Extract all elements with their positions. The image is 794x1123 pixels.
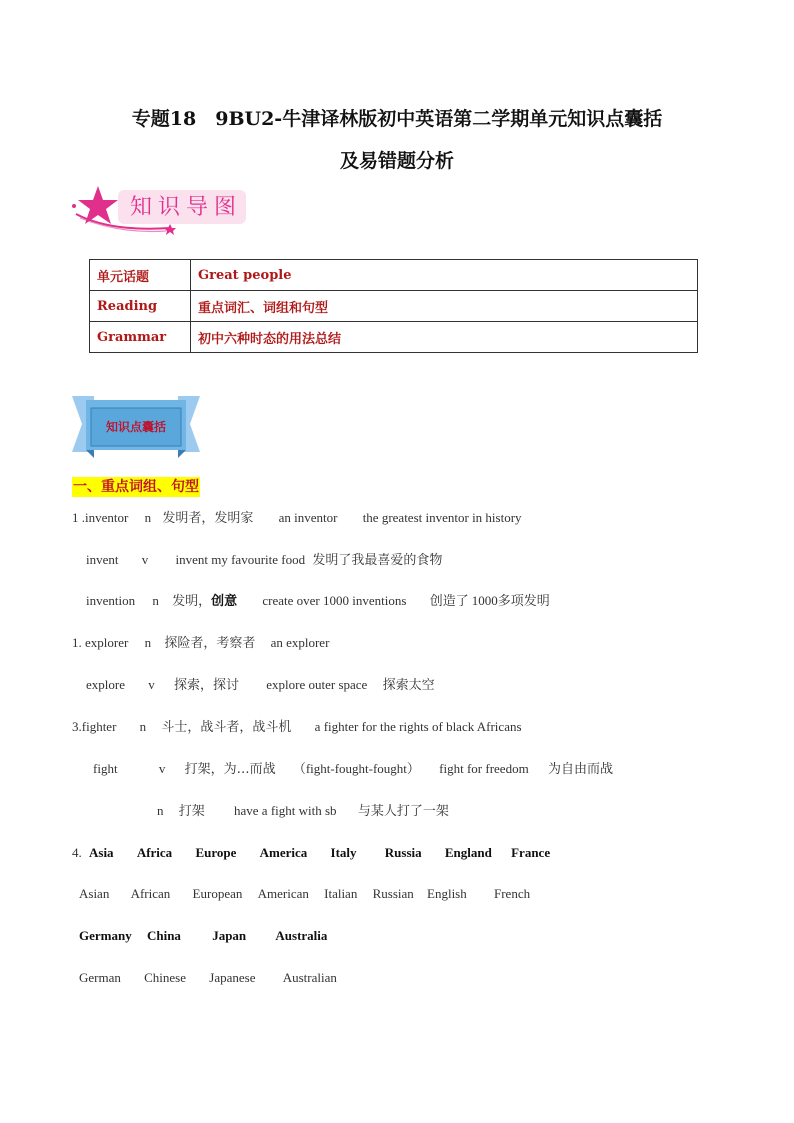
row-label: Reading bbox=[90, 291, 191, 322]
section-heading: 一、重点词组、句型 bbox=[73, 479, 199, 495]
nationality-word: European bbox=[192, 886, 243, 901]
word: 1. explorer bbox=[72, 635, 129, 650]
country-name: Italy bbox=[330, 845, 357, 860]
country-name: Europe bbox=[195, 845, 237, 860]
table-row bbox=[90, 291, 698, 322]
document-title-line2: 及易错题分析 bbox=[339, 150, 454, 172]
row-value: Great people bbox=[191, 260, 698, 291]
list-item bbox=[72, 634, 329, 653]
part-of-speech: v bbox=[158, 761, 166, 776]
meaning-bold: 创意 bbox=[211, 594, 238, 609]
list-item bbox=[79, 969, 337, 987]
list-item bbox=[86, 592, 550, 611]
list-item bbox=[79, 885, 530, 903]
word: fight bbox=[93, 761, 118, 776]
phrase: （fight-fought-fought） bbox=[292, 761, 420, 776]
list-item bbox=[72, 844, 550, 862]
meaning: 创造了 bbox=[429, 594, 469, 609]
part-of-speech: v bbox=[141, 552, 149, 567]
meaning: 打架 bbox=[178, 804, 205, 819]
unit-topics-table bbox=[89, 259, 698, 353]
table-row bbox=[90, 322, 698, 353]
meaning: 探索太空 bbox=[382, 678, 435, 693]
meaning: 与某人打了一架 bbox=[357, 804, 449, 819]
list-item bbox=[157, 802, 449, 821]
nationality-word: Australian bbox=[282, 970, 337, 985]
list-item bbox=[79, 927, 327, 945]
meaning: 探索，探讨 bbox=[173, 678, 239, 693]
list-item bbox=[86, 676, 435, 695]
country-name: France bbox=[511, 845, 551, 860]
country-name: China bbox=[146, 928, 181, 943]
nationality-word: Chinese bbox=[144, 970, 187, 985]
country-name: America bbox=[259, 845, 308, 860]
knowledge-map-banner bbox=[70, 184, 250, 236]
nationality-word: Japanese bbox=[209, 970, 256, 985]
meaning: 探险者，考察者 bbox=[164, 636, 256, 651]
nationality-word: English bbox=[427, 886, 467, 901]
country-name: Asia bbox=[89, 845, 114, 860]
country-name: Japan bbox=[212, 928, 247, 943]
part-of-speech: n bbox=[139, 719, 147, 734]
list-item bbox=[72, 509, 522, 528]
country-name: England bbox=[444, 845, 492, 860]
list-item bbox=[86, 551, 442, 570]
meaning: 斗士，战斗者，战斗机 bbox=[161, 720, 292, 735]
nationality-word: Italian bbox=[324, 886, 358, 901]
word: invention bbox=[86, 593, 136, 608]
phrase: fight for freedom bbox=[439, 761, 529, 776]
nationality-word: Russian bbox=[372, 886, 414, 901]
list-item bbox=[93, 760, 613, 779]
country-name: Australia bbox=[275, 928, 328, 943]
document-title-line1: 专题18 9BU2-牛津译林版初中英语第二学期单元知识点囊括 bbox=[131, 108, 663, 130]
country-name: Africa bbox=[136, 845, 173, 860]
phrase: explore outer space bbox=[266, 677, 368, 692]
word: explore bbox=[86, 677, 125, 692]
meaning: 为自由而战 bbox=[547, 762, 613, 777]
nationality-word: African bbox=[130, 886, 171, 901]
row-label: Grammar bbox=[90, 322, 191, 353]
nationality-word: German bbox=[79, 970, 121, 985]
item-number: 4. bbox=[72, 845, 82, 860]
ribbon-label: 知识点囊括 bbox=[105, 420, 166, 434]
phrase: an explorer bbox=[270, 635, 330, 650]
word: invent bbox=[86, 552, 119, 567]
part-of-speech: n bbox=[144, 635, 152, 650]
meaning: 发明了我最喜爱的食物 bbox=[312, 553, 443, 568]
banner-label: 知识导图 bbox=[129, 195, 242, 220]
phrase: have a fight with sb bbox=[234, 803, 337, 818]
row-value: 重点词汇、词组和句型 bbox=[191, 291, 698, 322]
row-value: 初中六种时态的用法总结 bbox=[191, 322, 698, 353]
meaning: 发明， bbox=[172, 594, 212, 609]
country-name: Germany bbox=[79, 928, 132, 943]
part-of-speech: n bbox=[144, 510, 152, 525]
nationality-word: Asian bbox=[79, 886, 110, 901]
phrase: create over 1000 inventions bbox=[262, 593, 407, 608]
part-of-speech: n bbox=[157, 803, 164, 818]
number: 1000 bbox=[471, 593, 498, 608]
phrase: a fighter for the rights of black Africans bbox=[314, 719, 522, 734]
meaning: 发明者，发明家 bbox=[162, 511, 254, 526]
phrase: an inventor bbox=[278, 510, 338, 525]
row-label: 单元话题 bbox=[90, 260, 191, 291]
nationality-word: French bbox=[494, 886, 531, 901]
phrase: the greatest inventor in history bbox=[362, 510, 522, 525]
word: 1 .inventor bbox=[72, 510, 129, 525]
list-item bbox=[72, 718, 522, 737]
country-name: Russia bbox=[384, 845, 422, 860]
meaning: 打架，为…而战 bbox=[184, 762, 276, 777]
meaning: 多项发明 bbox=[497, 594, 550, 609]
part-of-speech: v bbox=[148, 677, 155, 692]
part-of-speech: n bbox=[152, 593, 159, 608]
table-row bbox=[90, 260, 698, 291]
phrase: invent my favourite food bbox=[175, 552, 306, 567]
word: 3.fighter bbox=[72, 719, 117, 734]
nationality-word: American bbox=[257, 886, 309, 901]
